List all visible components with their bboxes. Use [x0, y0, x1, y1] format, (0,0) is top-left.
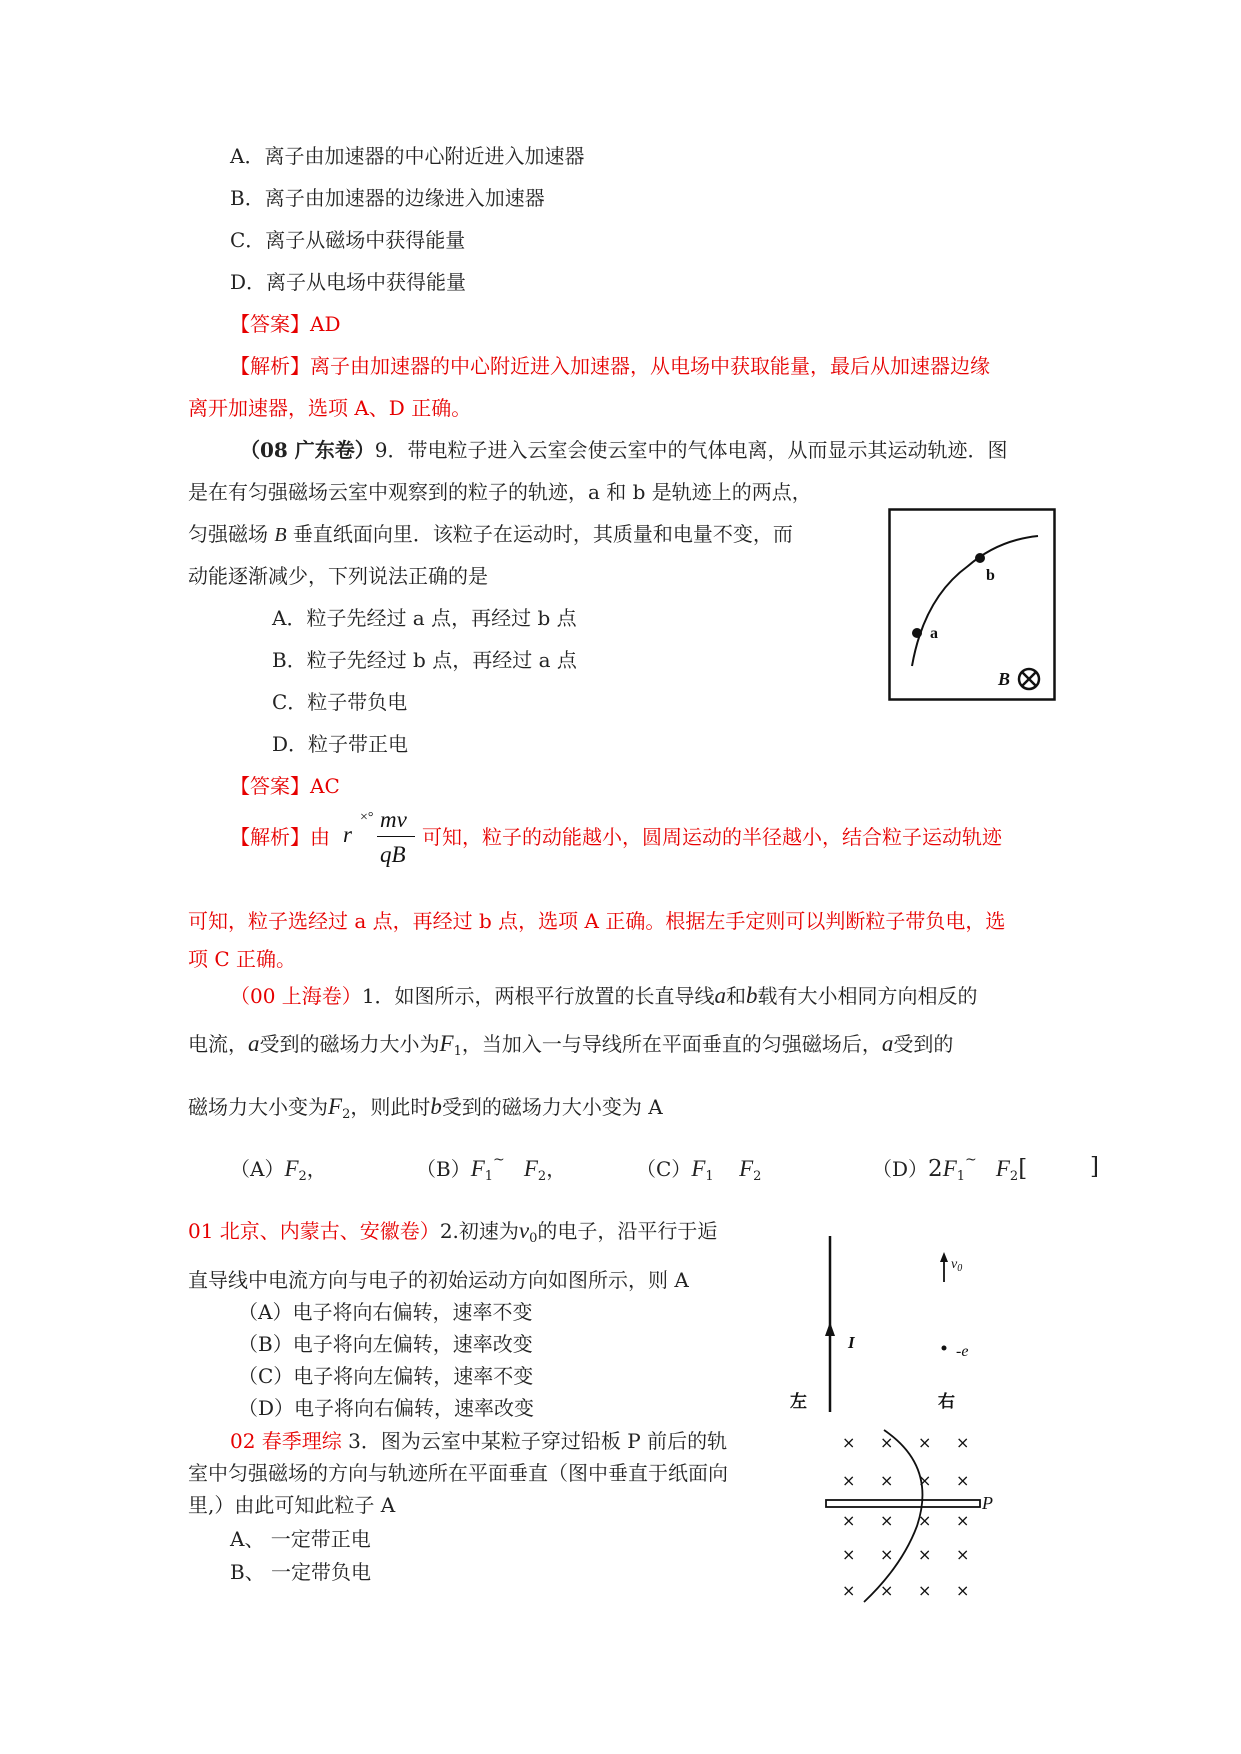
q1-stem-3b: ，则此时 — [350, 1095, 431, 1119]
q1-stem-and: 和 — [726, 984, 747, 1008]
analysis-line-2: 离开加速器，选项 A、D 正确。 — [188, 396, 472, 420]
svg-text:×: × — [842, 1581, 856, 1600]
q3-line-2: 室中匀强磁场的方向与轨迹所在平面垂直（图中垂直于纸面向 — [188, 1461, 728, 1485]
formula-r: r — [343, 822, 352, 847]
q3-source: 02 春季理综 — [230, 1429, 342, 1453]
q1-optA-tail: ， — [306, 1157, 327, 1181]
q3-stem-1: 3．图为云室中某粒子穿过铅板 P 前后的轨 — [341, 1429, 728, 1453]
svg-text:×: × — [918, 1545, 932, 1564]
q3-line-3: 里,）由此可知此粒子 A — [188, 1493, 396, 1517]
cloud-chamber-figure — [822, 1426, 1022, 1606]
q1-var-a: a — [714, 983, 727, 1008]
q1-stem-1: 1．如图所示，两根平行放置的长直导线 — [361, 984, 715, 1008]
svg-text:×: × — [880, 1471, 894, 1490]
q1-F2: F — [328, 1094, 343, 1119]
q1-stem-2a: 电流， — [188, 1032, 248, 1056]
answer-line — [230, 310, 340, 338]
q2-source: 01 北京、内蒙古、安徽卷） — [188, 1219, 440, 1243]
q1-option-d-label: （D） — [872, 1157, 929, 1181]
q1-option-c — [636, 1155, 761, 1191]
q1-optC-sub1: 1 — [705, 1169, 714, 1184]
q9-line-3 — [188, 520, 793, 549]
q2-line-1 — [188, 1217, 717, 1253]
q1-line-1 — [230, 982, 978, 1010]
q1-optC-sub2: 2 — [753, 1169, 762, 1184]
q1-option-d — [872, 1152, 1028, 1191]
q9-analysis-label: 【解析】 — [230, 825, 310, 849]
q2-option-c: （C）电子将向左偏转，速率不变 — [238, 1364, 534, 1388]
q1-sub-2: 2 — [342, 1107, 351, 1122]
lead-plate — [826, 1500, 980, 1507]
analysis-label: 【解析】 — [230, 354, 310, 378]
svg-text:×: × — [956, 1433, 970, 1452]
q9-line-4: 动能逐渐减少，下列说法正确的是 — [188, 564, 488, 588]
q1-optD-F2: F — [995, 1156, 1010, 1181]
q1-line-2 — [188, 1030, 953, 1066]
q1-stem-3c: 受到的磁场力大小变为 A — [441, 1095, 663, 1119]
svg-text:×: × — [842, 1433, 856, 1452]
answer-bracket-open: [ — [1018, 1156, 1028, 1182]
q2-var-v: v — [518, 1218, 530, 1243]
svg-text:×: × — [918, 1511, 932, 1530]
q1-optD-sub1: 1 — [956, 1169, 966, 1184]
svg-text:×: × — [842, 1545, 856, 1564]
q2-option-a: （A）电子将向右偏转，速率不变 — [238, 1300, 533, 1324]
q2-option-d: （D）电子将向右偏转，速率改变 — [238, 1396, 535, 1420]
point-b-label: b — [986, 567, 995, 584]
q1-sub-1: 1 — [453, 1044, 462, 1059]
analysis-text: 离子由加速器的中心附近进入加速器，从电场中获取能量，最后从加速器边缘 — [310, 354, 990, 378]
q1-optC-F1: F — [691, 1156, 706, 1181]
q1-optB-tail: ， — [546, 1157, 567, 1181]
svg-text:×: × — [880, 1545, 894, 1564]
q1-optD-tilde: ~ — [965, 1152, 977, 1168]
q9-answer-line — [230, 772, 340, 800]
left-label: 左 — [790, 1392, 807, 1412]
q9-answer-label: 【答案】 — [230, 774, 310, 798]
svg-text:×: × — [956, 1471, 970, 1490]
svg-text:×: × — [880, 1581, 894, 1600]
q1-var-a-2: a — [248, 1031, 260, 1056]
option-a: A．离子由加速器的中心附近进入加速器 — [230, 144, 585, 168]
answer-label: 【答案】 — [230, 312, 310, 336]
svg-text:×: × — [956, 1545, 970, 1564]
q3-line-1 — [230, 1427, 727, 1455]
answer-bracket-close: ] — [1090, 1154, 1099, 1180]
q1-optB-tilde: ~ — [493, 1152, 505, 1168]
q1-var-b-2: b — [430, 1094, 442, 1119]
velocity-label: $v_0$ — [951, 1257, 963, 1274]
analysis-line-1 — [230, 352, 990, 380]
field-b-label: B — [998, 669, 1011, 689]
trajectory-figure — [888, 508, 1058, 706]
q9-option-a: A．粒子先经过 a 点，再经过 b 点 — [272, 606, 577, 630]
q1-option-c-label: （C） — [636, 1157, 692, 1181]
wire-electron-figure — [790, 1232, 990, 1427]
q9-analysis-line-3: 项 C 正确。 — [188, 947, 297, 971]
svg-text:×: × — [918, 1581, 932, 1600]
q1-optB-F1: F — [470, 1156, 485, 1181]
q1-line-3 — [188, 1093, 663, 1129]
q9-answer-value: AC — [310, 774, 340, 798]
field-crosses — [842, 1433, 969, 1600]
answer-value: AD — [310, 312, 341, 336]
q1-optD-F1: F — [942, 1156, 957, 1181]
q9-stem-1: 9．带电粒子进入云室会使云室中的气体电离，从而显示其运动轨迹．图 — [374, 438, 1008, 462]
q1-stem-3a: 磁场力大小变为 — [188, 1095, 328, 1119]
q9-stem-3a: 匀强磁场 — [188, 522, 275, 546]
q1-var-a-3: a — [881, 1031, 894, 1056]
q1-stem-2c: ，当加入一与导线所在平面垂直的匀强磁场后， — [461, 1032, 882, 1056]
q9-var-B: B — [274, 524, 287, 546]
q1-option-a-label: （A） — [230, 1157, 285, 1181]
q2-option-b: （B）电子将向左偏转，速率改变 — [238, 1332, 533, 1356]
current-label: I — [848, 1333, 855, 1352]
electron-label: -e — [956, 1343, 969, 1360]
svg-text:×: × — [918, 1433, 932, 1452]
q1-optB-sub2: 2 — [537, 1169, 547, 1184]
formula-denominator: qB — [380, 842, 406, 867]
formula-bar — [377, 836, 415, 837]
svg-text:×: × — [956, 1581, 970, 1600]
q1-optD-two: 2 — [928, 1156, 943, 1182]
q3-option-b: B、 一定带负电 — [230, 1560, 372, 1584]
q9-line-1 — [240, 436, 1008, 464]
q1-stem-1-end: 载有大小相同方向相反的 — [757, 984, 978, 1008]
q1-optC-F2: F — [739, 1156, 754, 1181]
q9-analysis-pre: 由 — [310, 825, 330, 849]
q2-stem-1a: 2.初速为 — [439, 1219, 519, 1243]
q1-optA-F: F — [284, 1156, 299, 1181]
svg-text:×: × — [842, 1511, 856, 1530]
q1-stem-2d: 受到的 — [893, 1032, 954, 1056]
option-c: C．离子从磁场中获得能量 — [230, 228, 466, 252]
svg-text:×: × — [880, 1433, 894, 1452]
q9-analysis-post: 可知，粒子的动能越小，圆周运动的半径越小，结合粒子运动轨迹 — [422, 825, 1002, 849]
q2-sub-0: 0 — [529, 1231, 538, 1246]
q9-option-b: B．粒子先经过 b 点，再经过 a 点 — [272, 648, 577, 672]
into-page-icon — [1019, 669, 1039, 689]
q9-stem-3c: 垂直纸面向里．该粒子在运动时，其质量和电量不变，而 — [286, 522, 793, 546]
svg-text:×: × — [842, 1471, 856, 1490]
q1-optB-sub1: 1 — [484, 1169, 494, 1184]
point-a-label: a — [930, 625, 938, 642]
formula-numerator: mv — [380, 807, 407, 832]
q1-var-b: b — [746, 983, 758, 1008]
option-d: D．离子从电场中获得能量 — [230, 270, 467, 294]
q1-option-b-label: （B） — [416, 1157, 471, 1181]
svg-text:×: × — [880, 1511, 894, 1530]
plate-label: P — [982, 1493, 993, 1513]
q9-analysis-line-1 — [230, 823, 330, 851]
q9-line-2: 是在有匀强磁场云室中观察到的粒子的轨迹，a 和 b 是轨迹上的两点， — [188, 480, 812, 504]
q1-option-b — [416, 1152, 567, 1191]
svg-text:×: × — [918, 1471, 932, 1490]
q1-optA-sub: 2 — [298, 1169, 307, 1184]
q1-source: （00 上海卷） — [230, 984, 362, 1008]
q1-F1: F — [439, 1031, 454, 1056]
q9-option-d: D．粒子带正电 — [272, 732, 409, 756]
q9-analysis-line-2: 可知，粒子选经过 a 点，再经过 b 点，选项 A 正确。根据左手定则可以判断粒子带负电，选 — [188, 909, 1006, 933]
option-b: B．离子由加速器的边缘进入加速器 — [230, 186, 545, 210]
q9-option-c: C．粒子带负电 — [272, 690, 408, 714]
q1-optD-sub2: 2 — [1009, 1169, 1019, 1184]
q1-stem-2b: 受到的磁场力大小为 — [259, 1032, 440, 1056]
q3-option-a: A、 一定带正电 — [230, 1527, 371, 1551]
formula-symbol: ×° — [360, 810, 374, 825]
q1-option-a — [230, 1155, 327, 1191]
q2-stem-1b: 的电子，沿平行于逅 — [537, 1219, 718, 1243]
right-label: 右 — [938, 1392, 955, 1412]
q2-line-2: 直导线中电流方向与电子的初始运动方向如图所示，则 A — [188, 1268, 689, 1292]
svg-text:×: × — [956, 1511, 970, 1530]
q1-optB-F2: F — [523, 1156, 538, 1181]
q9-source: （08 广东卷） — [240, 438, 375, 462]
